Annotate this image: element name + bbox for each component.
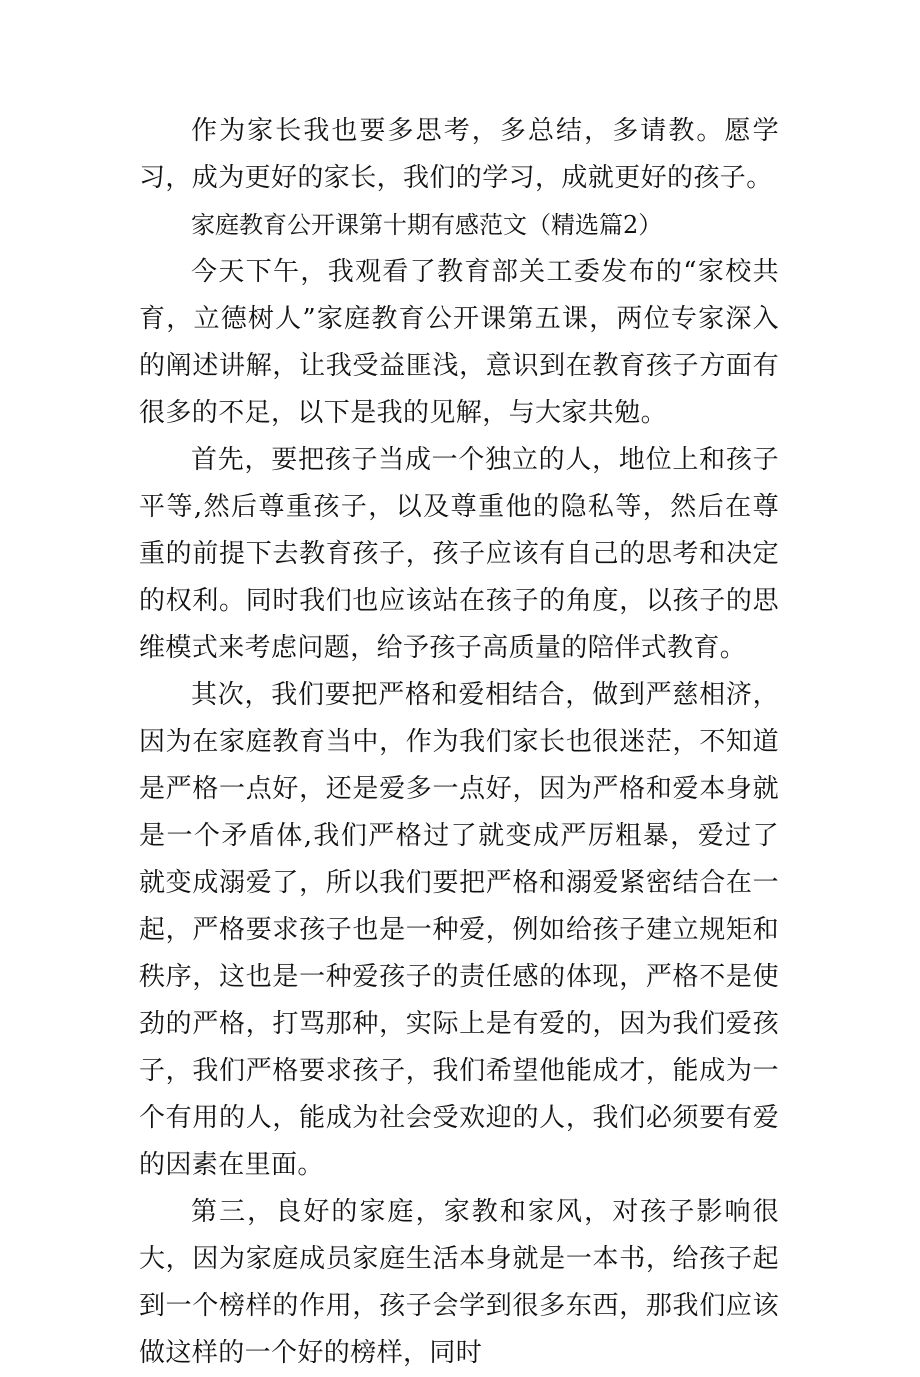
paragraph-second-point: 其次，我们要把严格和爱相结合，做到严慈相济，因为在家庭教育当中，作为我们家长也很迷茫，不知道是严格一点好，还是爱多一点好，因为严格和爱本身就是一个矛盾体,我们严格过了就变成严厉粗暴，爱过了就变成溺爱了，所以我们要把严格和溺爱紧密结合在一起，严格要求孩子也是一种爱，例如给孩子建立规矩和秩序，这也是一种爱孩子的责任感的体现，严格不是使劲的严格，打骂那种，实际上是有爱的，因为我们爱孩子，我们严格要求孩子，我们希望他能成才，能成为一个有用的人，能成为社会受欢迎的人，我们必须要有爱的因素在里面。 xyxy=(139,680,779,1180)
paragraph-intro: 今天下午，我观看了教育部关工委发布的“家校共育，立德树人”家庭教育公开课第五课，两位专家深入的阐述讲解，让我受益匪浅，意识到在教育孩子方面有很多的不足，以下是我的见解，与大家共勉。 xyxy=(139,257,779,428)
section-heading: 家庭教育公开课第十期有感范文（精选篇2） xyxy=(191,211,663,239)
document-body xyxy=(139,108,779,1377)
paragraph-third-point: 第三，良好的家庭，家教和家风，对孩子影响很大，因为家庭成员家庭生活本身就是一本书，给孩子起到一个榜样的作用，孩子会学到很多东西，那我们应该做这样的一个好的榜样，同时 xyxy=(139,1197,779,1368)
paragraph-first-point: 首先，要把孩子当成一个独立的人，地位上和孩子平等,然后尊重孩子，以及尊重他的隐私等，然后在尊重的前提下去教育孩子，孩子应该有自己的思考和决定的权利。同时我们也应该站在孩子的角度，以孩子的思维模式来考虑问题，给予孩子高质量的陪伴式教育。 xyxy=(139,445,779,663)
paragraph-parent-reflection: 作为家长我也要多思考，多总结，多请教。愿学习，成为更好的家长，我们的学习，成就更好的孩子。 xyxy=(139,116,779,193)
